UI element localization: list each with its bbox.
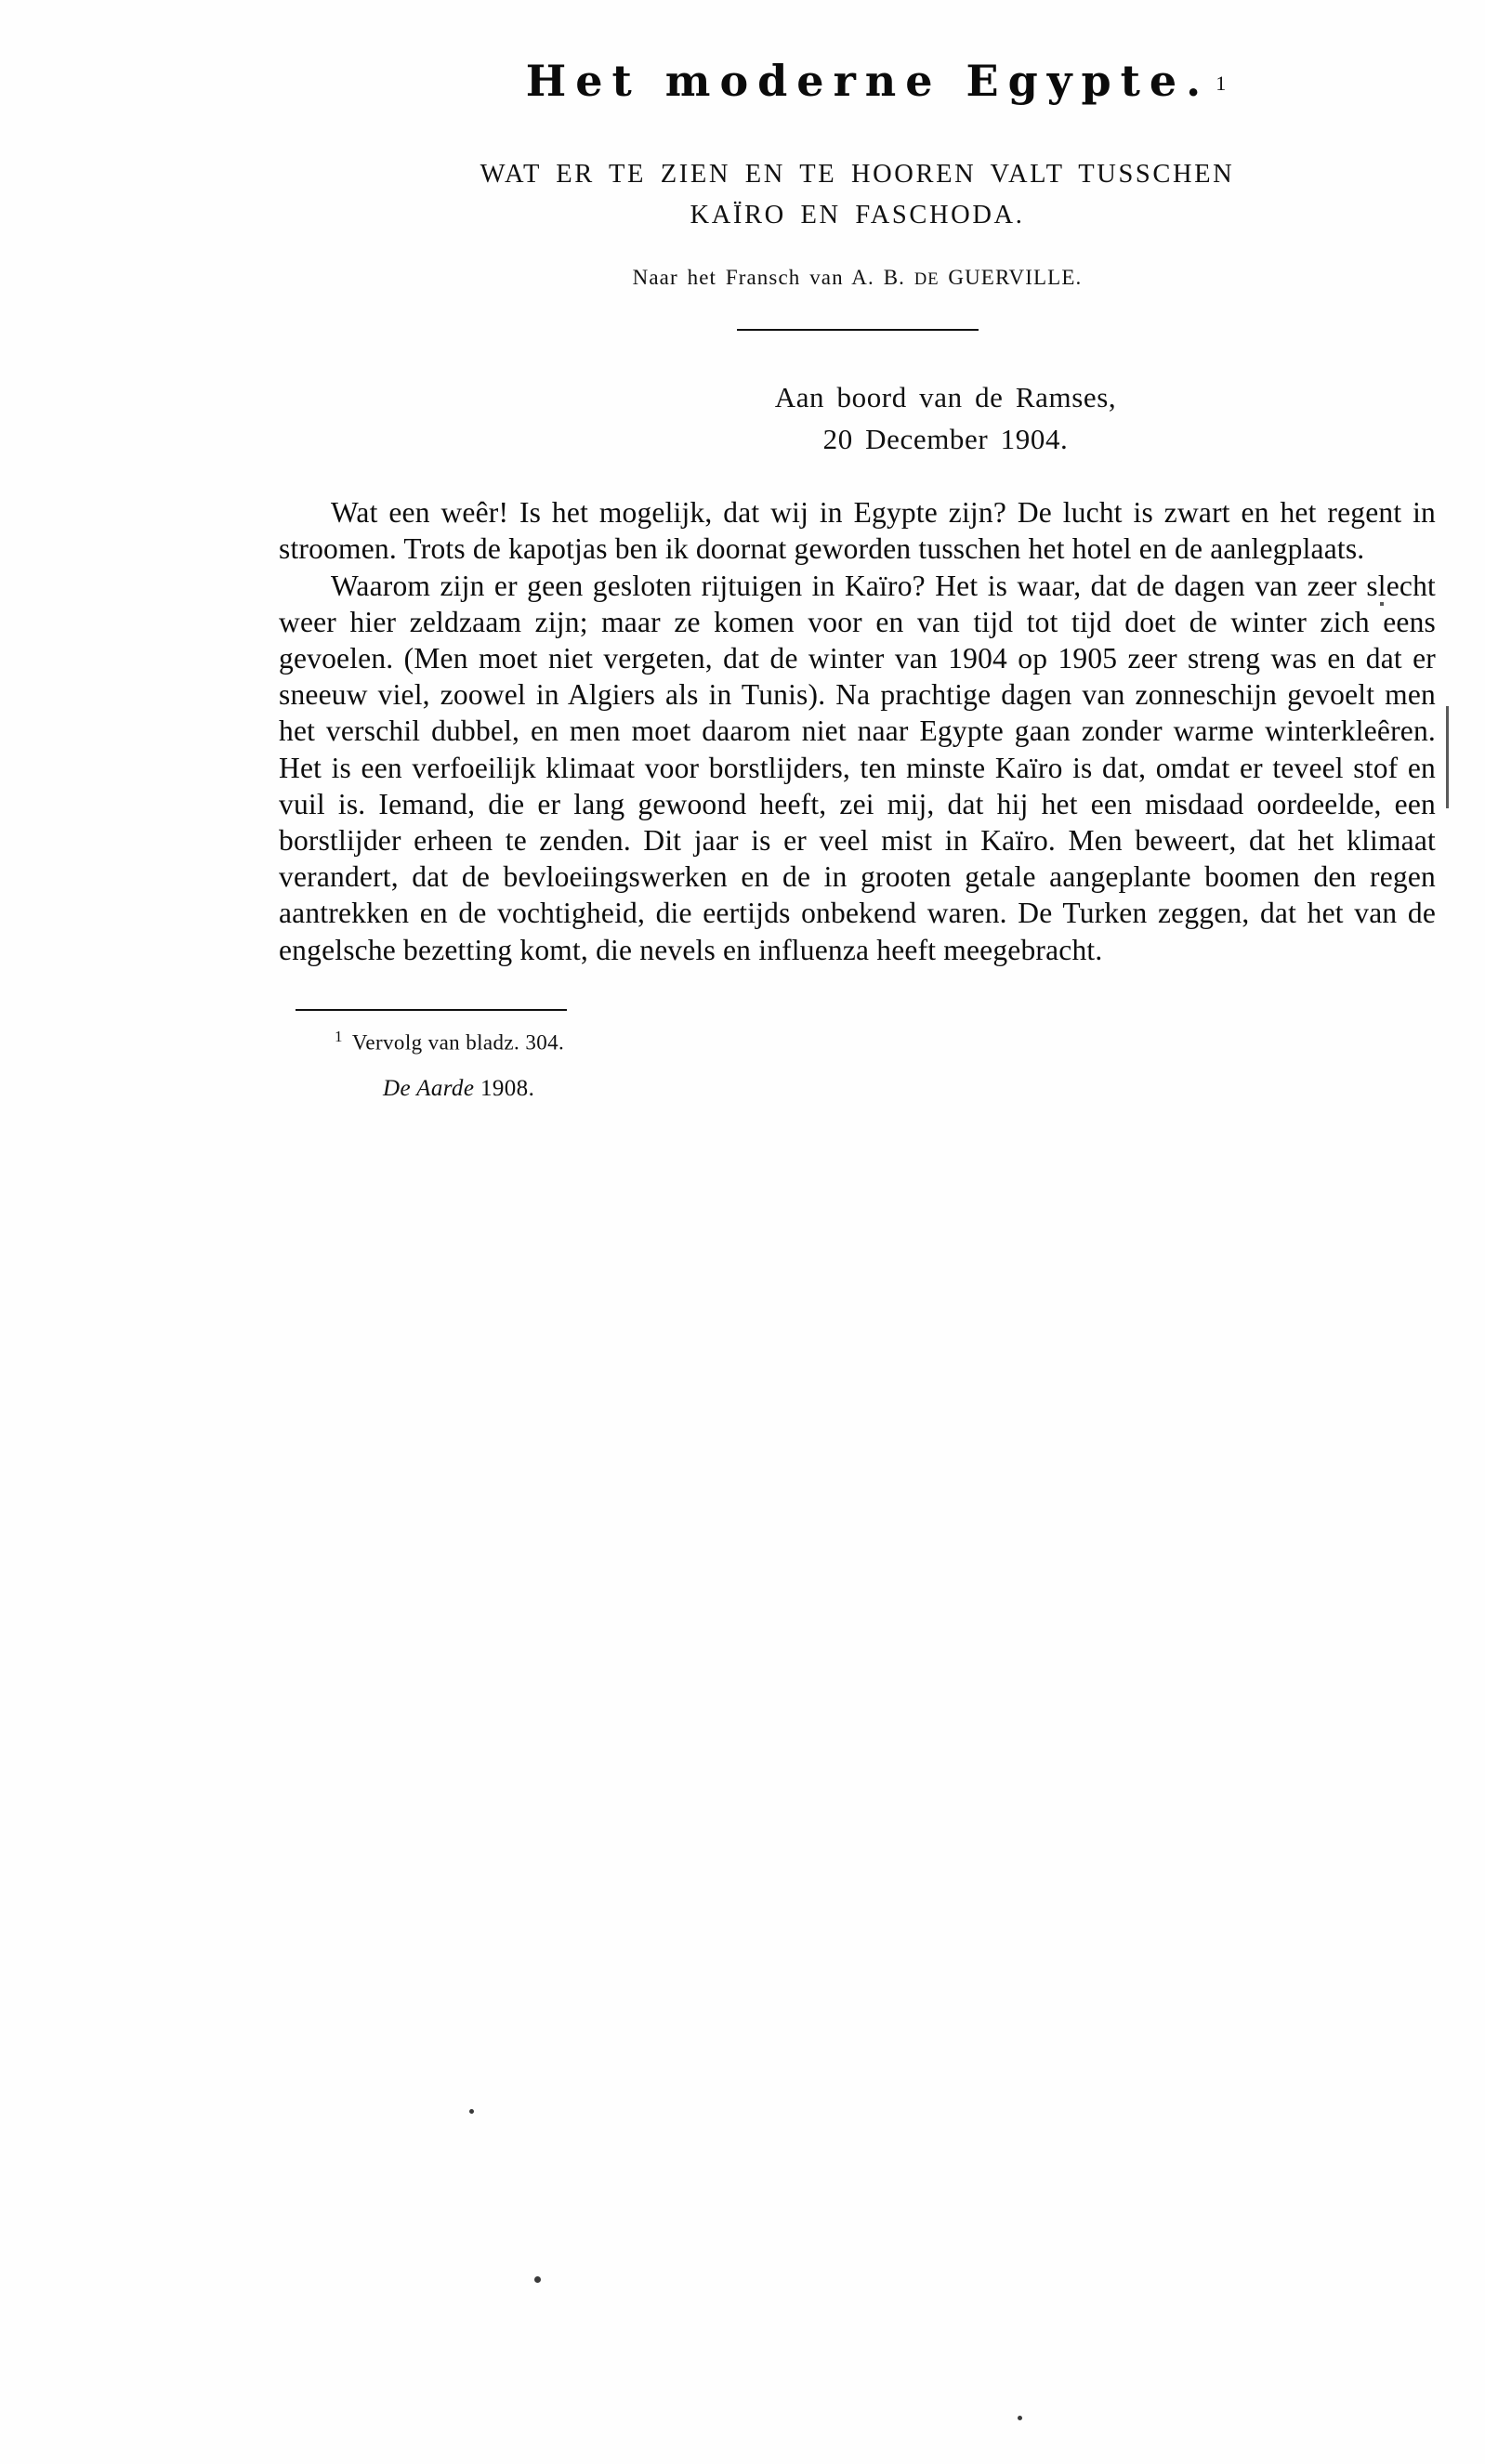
dateline: [279, 377, 1436, 461]
byline-author: GUERVILLE.: [939, 266, 1083, 290]
dateline-date: 20 December 1904.: [822, 423, 1069, 456]
byline-prefix: Naar het Fransch van A. B.: [632, 266, 914, 290]
paragraph: Waarom zijn er geen gesloten rijtuigen in Kaïro? Het is waar, dat de dagen van zeer slecht weer hier zeldzaam zijn; maar ze komen voor en van tijd tot tijd doet de winter zich eens gevoelen. (Men moet niet vergeten, dat de winter van 1904 op 1905 zeer streng was en dat er sneeuw viel, zoowel in Algiers als in Tunis). Na prachtige dagen van zonneschijn gevoelt men het verschil dubbel, en men moet daarom niet naar Egypte gaan zonder warme winterkleêren. Het is een verfoeilijk klimaat voor borstlijders, ten minste Kaïro is dat, omdat er teveel stof en vuil is. Iemand, die er lang gewoond heeft, zei mij, dat hij het een misdaad oordeelde, een borstlijder erheen te zenden. Dit jaar is er veel mist in Kaïro. Men beweert, dat het klimaat verandert, dat de bevloeiingswerken en de in grooten getale aangeplante boomen den regen aantrekken en de vochtigheid, die eertijds onbekend waren. De Turken zeggen, dat het van de engelsche bezetting komt, die nevels en influenza heeft meegebracht.: [279, 569, 1436, 966]
journal-year: 1908.: [480, 1075, 535, 1101]
dateline-place: Aan boord van de Ramses,: [774, 381, 1117, 414]
paragraph: Wat een weêr! Is het mogelijk, dat wij in Egypte zijn? De lucht is zwart en het regent in stroomen. Trots de kapotjas ben ik doornat geworden tusschen het hotel en de aanlegplaats.: [279, 496, 1436, 566]
byline: [279, 266, 1436, 290]
subtitle: [279, 154, 1436, 236]
page-speck: [1018, 2416, 1022, 2420]
byline-de: DE: [913, 270, 940, 290]
footnote-text: Vervolg van bladz. 304.: [351, 1030, 565, 1055]
journal-reference: [383, 1076, 1436, 1102]
page-edge-mark: [1380, 602, 1384, 606]
footnote-divider: [296, 1009, 567, 1011]
section-divider: [737, 329, 979, 331]
subtitle-line-1: WAT ER TE ZIEN EN TE HOOREN VALT TUSSCHEN: [480, 160, 1235, 189]
page-title: Het moderne Egypte.: [525, 56, 1211, 106]
footnote-marker: 1: [335, 1027, 343, 1045]
page-speck: [469, 2109, 474, 2114]
body-text: [279, 494, 1436, 968]
journal-name: De Aarde: [383, 1075, 475, 1101]
subtitle-line-2: KAÏRO EN FASCHODA.: [690, 201, 1025, 230]
page-content: [279, 56, 1436, 1102]
footnote: [335, 1028, 1436, 1055]
title-footnote-marker: 1: [1216, 71, 1227, 95]
title-block: [279, 56, 1436, 106]
page-edge-mark: [1446, 706, 1449, 808]
page-speck: [534, 2276, 541, 2283]
